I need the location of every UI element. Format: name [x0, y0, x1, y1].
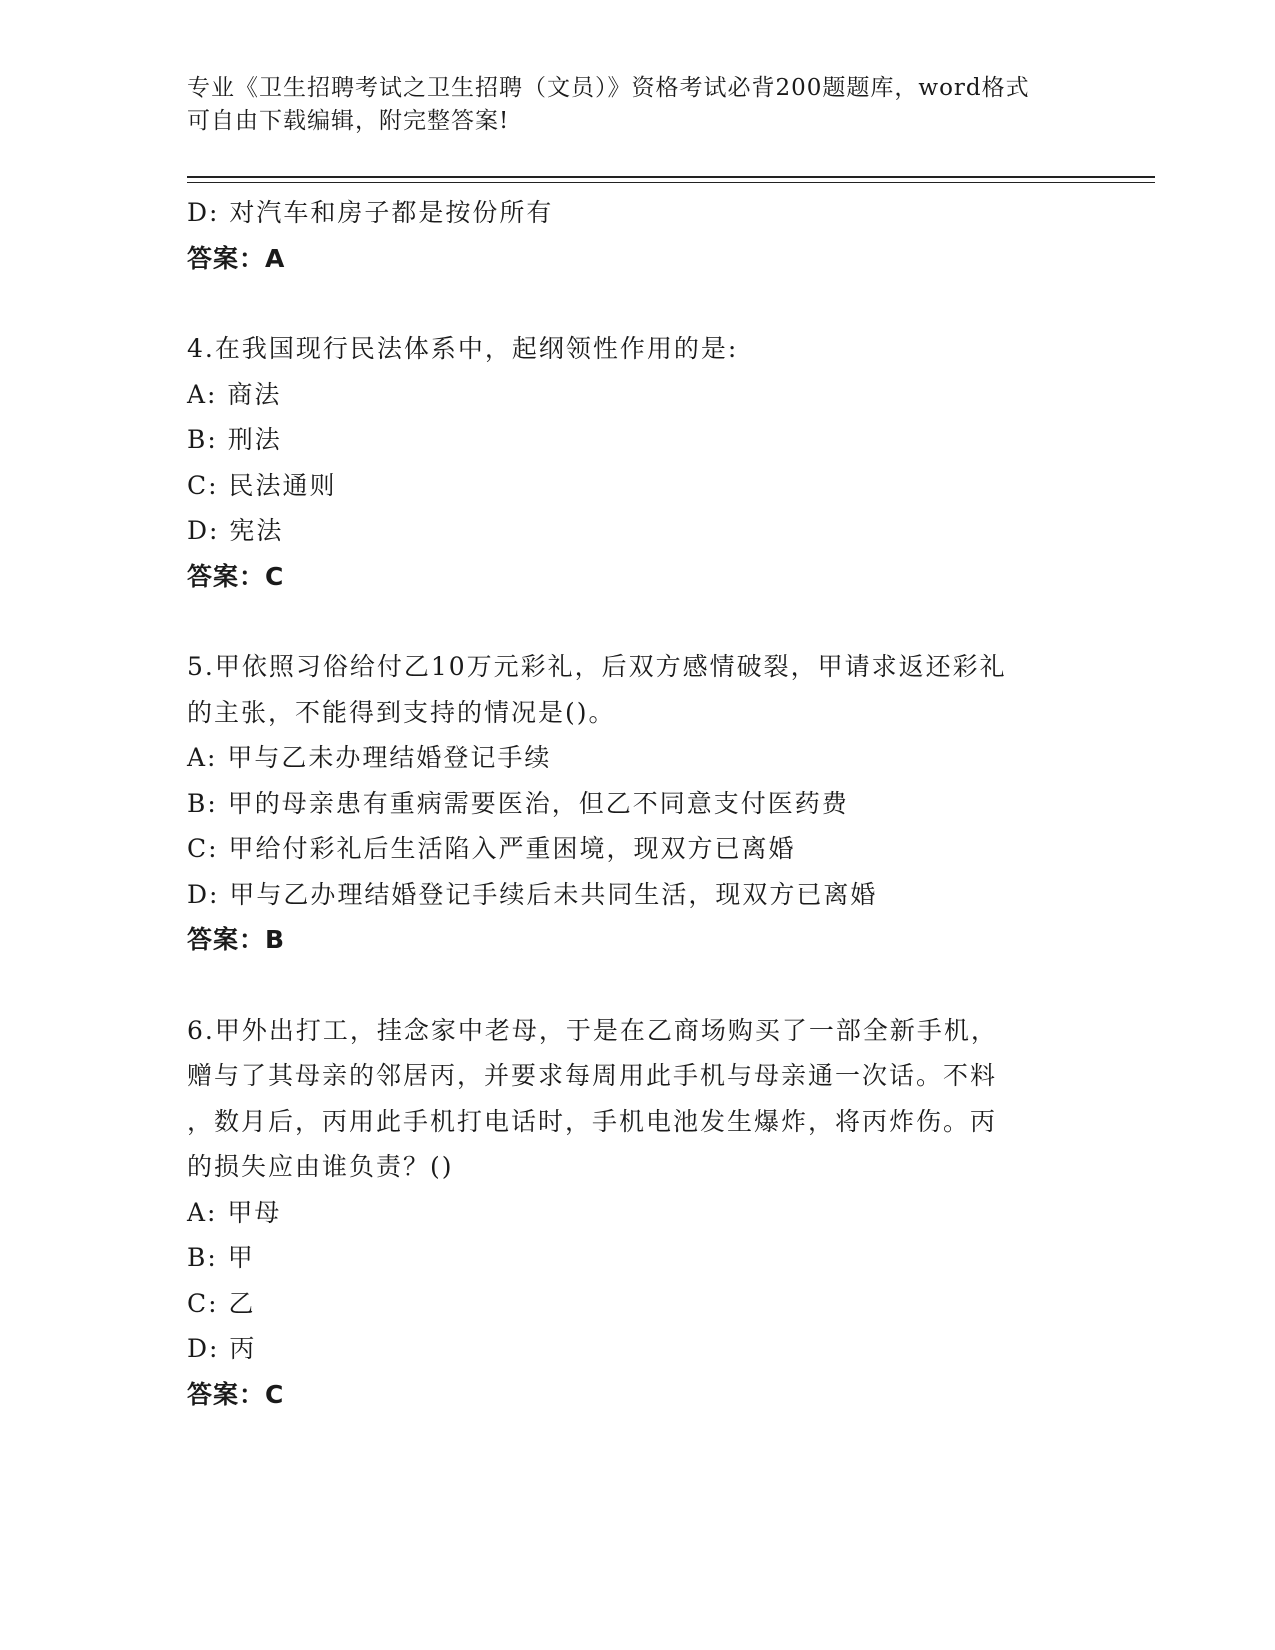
- option-b: B: 刑法: [187, 425, 282, 454]
- spacer: [187, 281, 1087, 326]
- header-title-line-2: 可自由下载编辑，附完整答案!: [187, 108, 510, 134]
- option-b: B: 甲的母亲患有重病需要医治，但乙不同意支付医药费: [187, 788, 849, 818]
- answer: 答案：C: [187, 561, 285, 591]
- spacer: [187, 963, 1087, 1008]
- question-stem-line-2: 的主张，不能得到支持的情况是()。: [187, 697, 616, 727]
- option-c: C: 甲给付彩礼后生活陷入严重困境，现双方已离婚: [187, 834, 796, 863]
- question-stem-line-4: 的损失应由谁负责？(): [187, 1152, 454, 1181]
- question-stem-line-3: ，数月后，丙用此手机打电话时，手机电池发生爆炸，将丙炸伤。丙: [187, 1106, 998, 1136]
- document-header: [187, 72, 1067, 138]
- question-6: [187, 1008, 1087, 1418]
- question-stem-line-1: 5.甲依照习俗给付乙10万元彩礼，后双方感情破裂，甲请求返还彩礼: [187, 652, 1007, 681]
- question-3-tail: [187, 190, 1087, 281]
- question-stem: 4.在我国现行民法体系中，起纲领性作用的是:: [187, 334, 739, 363]
- header-rule-thin: [187, 182, 1155, 183]
- answer: 答案：C: [187, 1379, 285, 1409]
- option-d: D: 甲与乙办理结婚登记手续后未共同生活，现双方已离婚: [187, 879, 878, 909]
- option-d: D: 对汽车和房子都是按份所有: [187, 198, 554, 227]
- option-c: C: 民法通则: [187, 470, 337, 500]
- question-4: [187, 326, 1087, 599]
- option-b: B: 甲: [187, 1243, 255, 1272]
- option-a: A: 甲母: [187, 1197, 282, 1227]
- question-5: [187, 644, 1087, 963]
- question-stem-line-1: 6.甲外出打工，挂念家中老母，于是在乙商场购买了一部全新手机，: [187, 1015, 998, 1045]
- option-c: C: 乙: [187, 1288, 256, 1318]
- answer: 答案：B: [187, 925, 286, 954]
- option-a: A: 甲与乙未办理结婚登记手续: [187, 743, 552, 772]
- question-list: [187, 190, 1087, 1417]
- answer: 答案：A: [187, 243, 286, 273]
- header-rule-thick: [187, 176, 1155, 178]
- header-title-line-1: 专业《卫生招聘考试之卫生招聘（文员）》资格考试必背200题题库，word格式: [187, 75, 1030, 101]
- question-stem-line-2: 赠与了其母亲的邻居丙，并要求每周用此手机与母亲通一次话。不料: [187, 1061, 998, 1090]
- spacer: [187, 599, 1087, 644]
- option-d: D: 丙: [187, 1334, 257, 1363]
- option-a: A: 商法: [187, 379, 282, 409]
- option-d: D: 宪法: [187, 516, 284, 545]
